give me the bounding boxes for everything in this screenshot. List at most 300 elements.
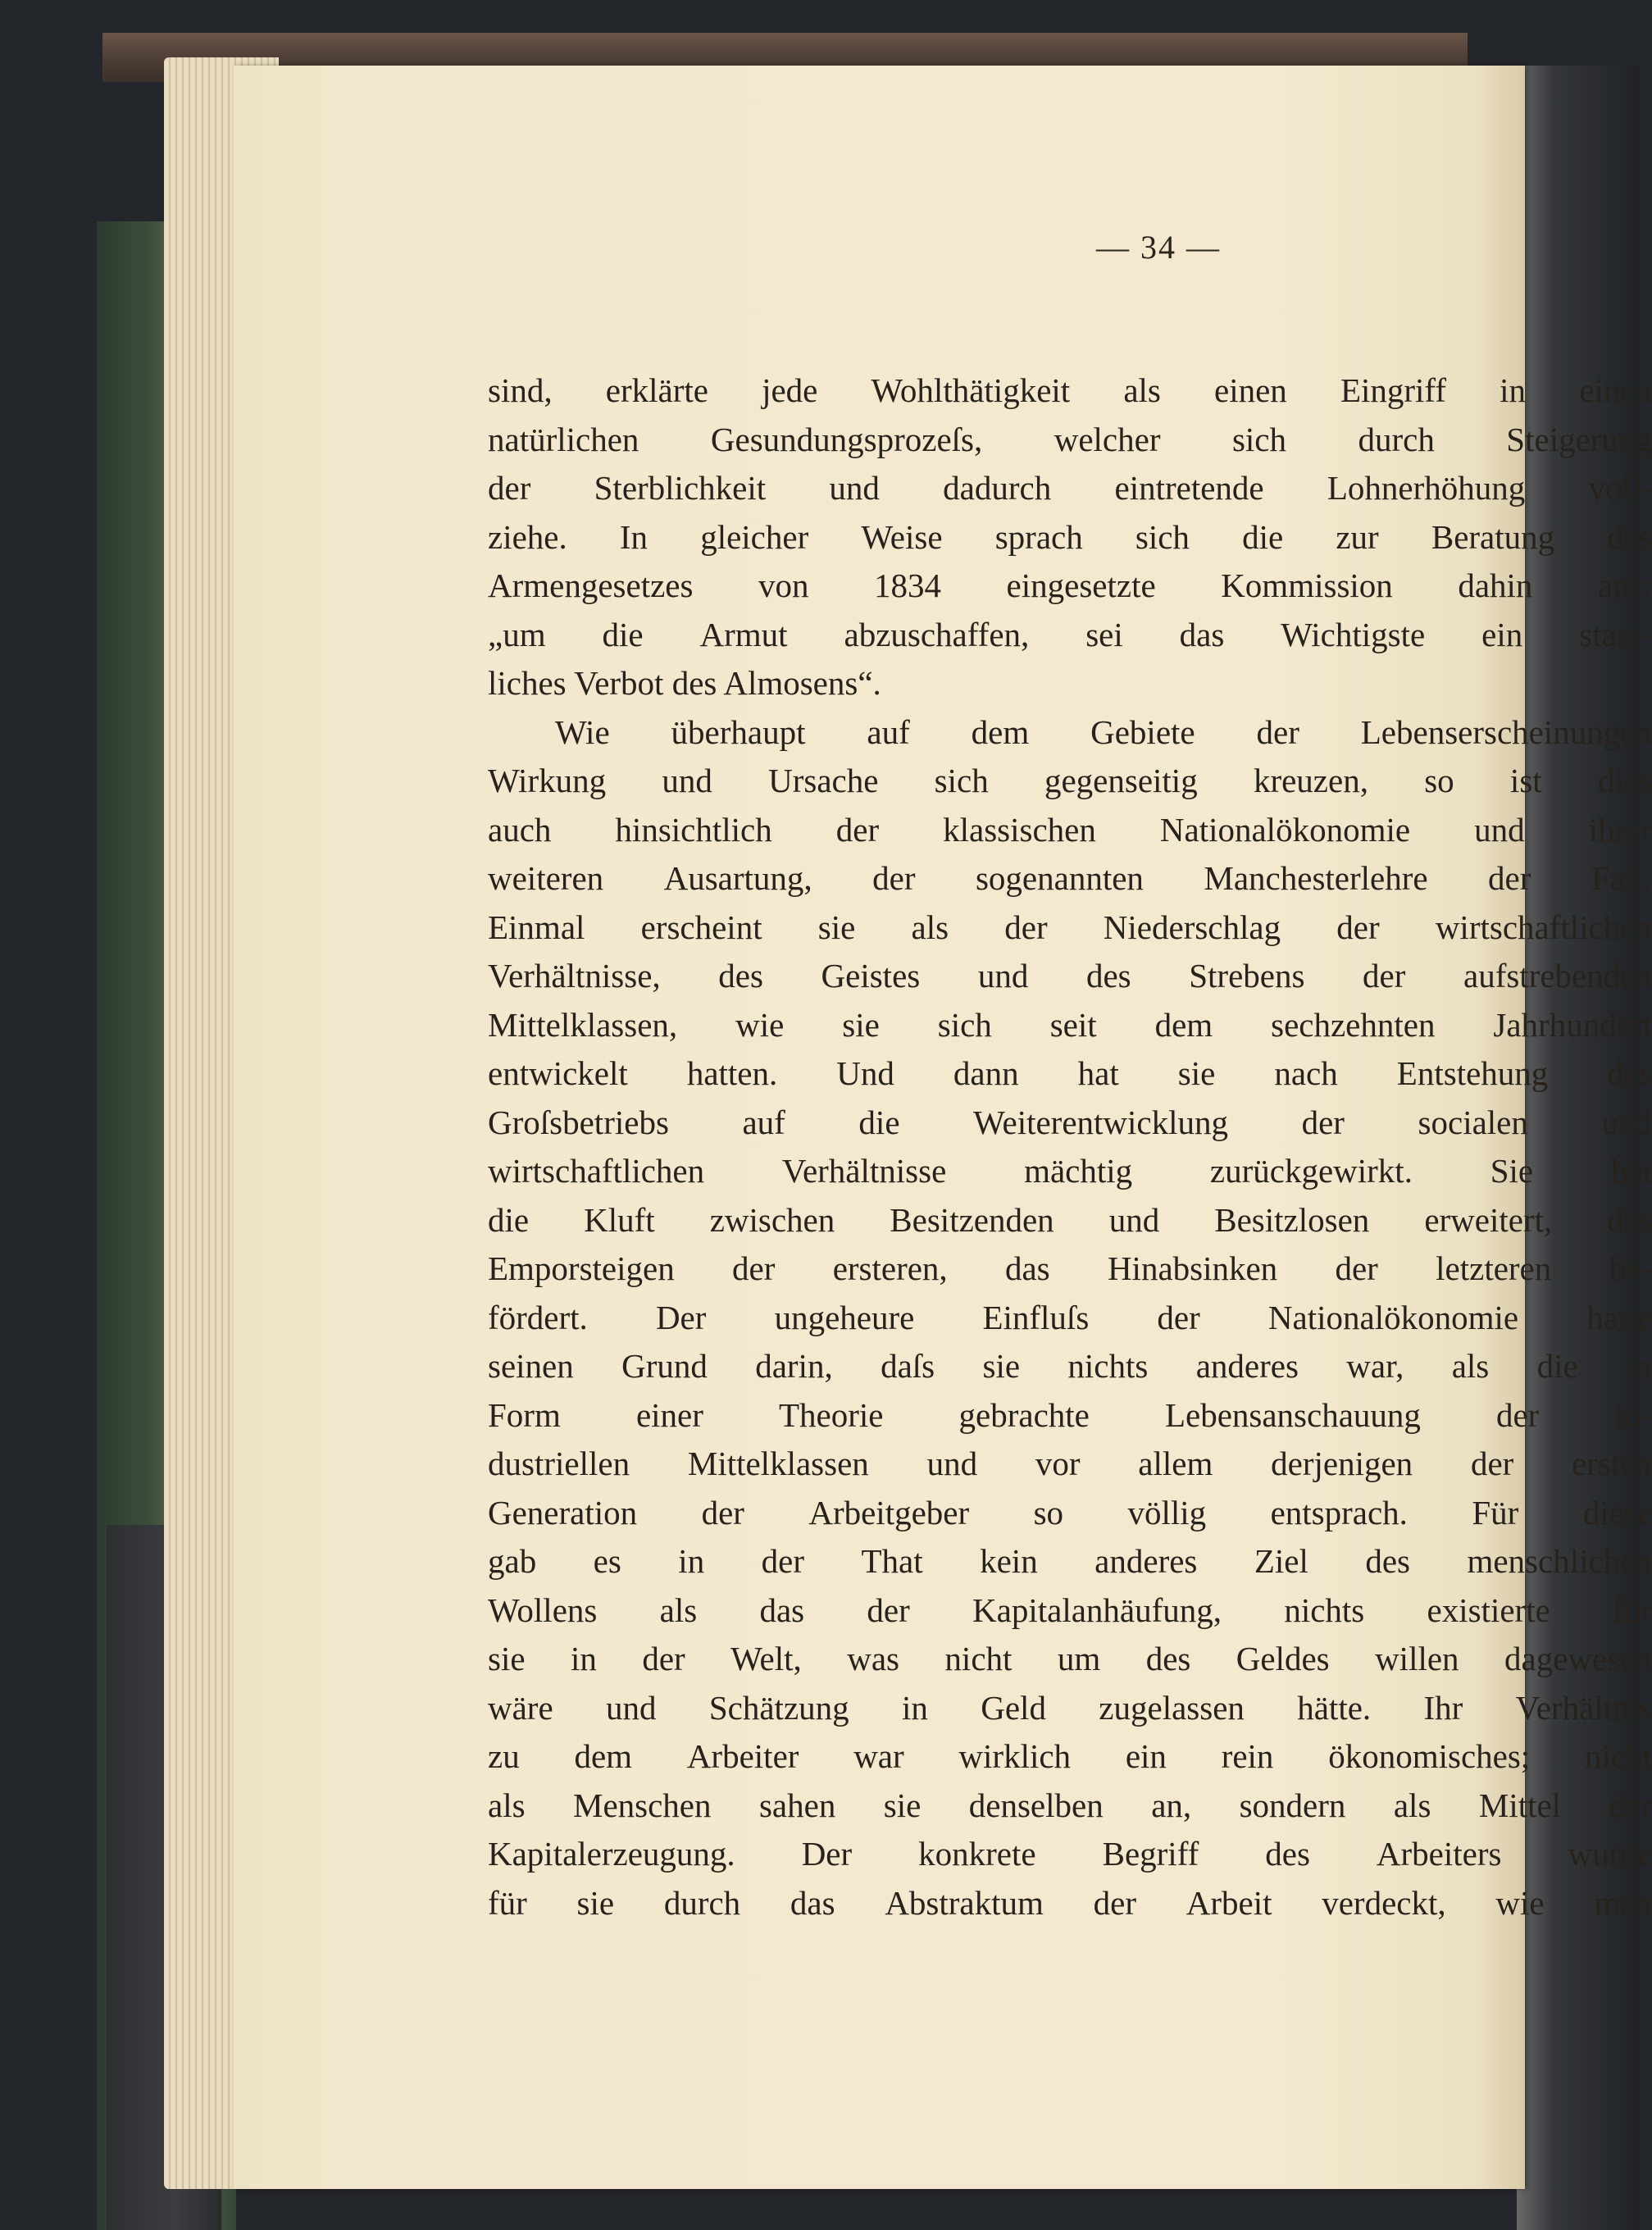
word: Geld — [981, 1688, 1046, 1727]
word: des — [1265, 1835, 1310, 1873]
text-line-words — [488, 1245, 1652, 1294]
word: Ziel — [1254, 1542, 1308, 1580]
word: Wichtigste — [1281, 615, 1426, 653]
text-line — [488, 1635, 1652, 1684]
word: Verhältnis — [1515, 1688, 1652, 1727]
text-line — [488, 1391, 1652, 1440]
word: in- — [1614, 1395, 1652, 1434]
word: Grund — [621, 1347, 708, 1385]
word: Groſsbetriebs — [488, 1103, 669, 1141]
word: einen — [1579, 371, 1652, 409]
word: dem — [971, 712, 1030, 751]
word: Arbeit — [1186, 1883, 1272, 1922]
text-line — [488, 1245, 1652, 1294]
word: in — [1500, 371, 1527, 409]
word: und — [606, 1688, 657, 1727]
word: überhaupt — [671, 712, 806, 751]
book-page — [234, 66, 1652, 2189]
word: welcher — [1054, 420, 1161, 458]
word: als — [659, 1591, 698, 1629]
word: völlig — [1127, 1493, 1207, 1531]
word: auch — [488, 810, 552, 849]
word: der — [1336, 908, 1380, 946]
word: Entstehung — [1396, 1054, 1549, 1092]
word: die — [602, 615, 644, 653]
word: durch — [663, 1883, 741, 1922]
word: abzuschaffen, — [844, 615, 1030, 653]
word: be- — [1609, 1249, 1652, 1287]
word: und — [1474, 810, 1525, 849]
word: gegenseitig — [1044, 762, 1198, 799]
word: Weiterentwicklung — [973, 1103, 1229, 1141]
word: allem — [1138, 1445, 1213, 1482]
word: Schätzung — [708, 1688, 849, 1727]
word: Verhältnisse, — [488, 957, 661, 994]
word: Armengesetzes — [488, 567, 694, 604]
word: ökonomisches; — [1328, 1737, 1531, 1775]
word: sich — [937, 1005, 992, 1044]
text-line-words — [488, 1342, 1652, 1391]
word: Strebens — [1189, 957, 1305, 994]
word: der — [1256, 712, 1299, 751]
text-line-words — [488, 1391, 1652, 1440]
word: und — [1108, 1200, 1160, 1239]
text-line — [488, 854, 1652, 903]
word: der — [701, 1493, 744, 1531]
word: existierte — [1427, 1591, 1550, 1629]
text-line-words — [488, 1196, 1652, 1245]
text-line-words — [488, 366, 1652, 416]
word: sei — [1085, 615, 1123, 653]
word: dann — [953, 1054, 1019, 1092]
word: die — [1242, 517, 1284, 556]
word: Weise — [861, 517, 943, 556]
text-line — [488, 611, 1652, 660]
body-text — [488, 366, 1652, 1927]
word: hatten. — [686, 1054, 778, 1092]
word: Eingriff — [1340, 371, 1446, 409]
word: der — [1004, 908, 1048, 946]
word: sie — [883, 1786, 922, 1824]
word: so — [1033, 1493, 1064, 1531]
word: Der — [655, 1298, 707, 1336]
word: in — [678, 1542, 705, 1580]
text-line — [488, 1294, 1652, 1343]
text-line-words — [488, 806, 1652, 855]
word: wirklich — [958, 1737, 1072, 1775]
word: sich — [1231, 420, 1286, 458]
word: Begriff — [1102, 1835, 1199, 1873]
word: Kapitalanhäufung, — [972, 1591, 1222, 1629]
text-line — [488, 903, 1652, 953]
word: willen — [1375, 1640, 1459, 1677]
word: entwickelt — [488, 1054, 628, 1092]
word: des — [1607, 517, 1652, 556]
word: der — [1301, 1103, 1345, 1141]
word: Wirkung — [488, 762, 607, 799]
word: Und — [836, 1054, 894, 1092]
word: nicht — [1584, 1737, 1652, 1775]
word: der — [1495, 1395, 1540, 1434]
word: erweitert, — [1424, 1200, 1553, 1239]
word: ein — [1481, 615, 1523, 653]
word: und — [662, 762, 712, 799]
word: zurückgewirkt. — [1209, 1152, 1413, 1190]
word: ersten — [1572, 1445, 1652, 1482]
word: anderes — [1195, 1347, 1299, 1385]
word: der — [867, 1591, 910, 1629]
word: sondern — [1239, 1786, 1346, 1824]
word: klassischen — [943, 810, 1096, 849]
word: sie — [817, 908, 856, 946]
word: so — [1424, 762, 1454, 799]
word: einen — [1214, 371, 1287, 409]
word: 1834 — [874, 567, 942, 604]
word: durch — [1358, 420, 1435, 458]
word: Emporsteigen — [488, 1249, 675, 1287]
word: sich — [1135, 517, 1190, 556]
word: der — [488, 469, 531, 507]
word: gab — [488, 1542, 537, 1580]
word: Mittelklassen, — [488, 1005, 678, 1044]
word: weiteren — [488, 859, 604, 897]
text-line — [488, 562, 1652, 611]
word: Sie — [1490, 1152, 1534, 1190]
text-line — [488, 1879, 1652, 1928]
word: hätte. — [1297, 1688, 1372, 1727]
word: ungeheure — [774, 1298, 915, 1336]
word: in — [1626, 1347, 1652, 1385]
word: kreuzen, — [1253, 762, 1368, 799]
word: Niederschlag — [1103, 908, 1281, 946]
word: wurde — [1568, 1835, 1652, 1873]
word: sogenannten — [975, 859, 1144, 897]
word: wie — [735, 1005, 785, 1044]
word: Wollens — [488, 1591, 598, 1629]
text-line — [488, 1586, 1652, 1636]
word: der — [1609, 1786, 1652, 1824]
text-line — [488, 1147, 1652, 1196]
word: dagewesen — [1504, 1640, 1652, 1677]
word: darin, — [755, 1347, 833, 1385]
word: man — [1594, 1883, 1652, 1922]
text-line-words — [488, 854, 1652, 903]
text-line — [488, 1732, 1652, 1782]
word: Beratung — [1431, 517, 1555, 556]
word: nach — [1274, 1054, 1338, 1092]
word: nichts — [1284, 1591, 1365, 1629]
word: Ursache — [768, 762, 879, 799]
word: der — [642, 1640, 685, 1677]
word: und — [977, 957, 1029, 994]
word: sprach — [994, 517, 1083, 556]
word: derjenigen — [1271, 1445, 1413, 1482]
word: Ihr — [1423, 1688, 1463, 1727]
word: das — [1179, 615, 1225, 653]
word: ein — [1125, 1737, 1167, 1775]
word: Lohnerhöhung — [1327, 469, 1526, 507]
word: was — [847, 1640, 899, 1677]
text-line-words — [488, 1489, 1652, 1538]
word: Nationalökonomie — [1159, 810, 1411, 849]
word: Arbeitgeber — [808, 1493, 970, 1531]
word: sie — [576, 1883, 615, 1922]
word: der — [1470, 1445, 1514, 1482]
word: Wohlthätigkeit — [871, 371, 1071, 409]
word: Kapitalerzeugung. — [488, 1835, 735, 1873]
word: der — [1488, 859, 1531, 897]
text-line — [488, 952, 1652, 1001]
word: wie — [1495, 1883, 1545, 1922]
word: seit — [1049, 1005, 1097, 1044]
text-line — [488, 1049, 1652, 1099]
word: Geldes — [1236, 1640, 1330, 1677]
text-line-words — [488, 1635, 1652, 1684]
word: menschlichen — [1467, 1542, 1652, 1580]
text-line-words — [488, 1147, 1652, 1196]
word: dies — [1597, 762, 1652, 799]
word: Einmal — [488, 908, 585, 946]
word: nichts — [1067, 1347, 1149, 1385]
text-line-words — [488, 1537, 1652, 1586]
word: Ausartung, — [663, 859, 812, 897]
word: sich — [934, 762, 989, 799]
text-line — [488, 1099, 1652, 1148]
word: Gebiete — [1090, 712, 1195, 751]
word: Arbeiters — [1376, 1835, 1502, 1873]
word: verdeckt, — [1322, 1883, 1446, 1922]
word: Abstraktum — [885, 1883, 1044, 1922]
word: Der — [801, 1835, 853, 1873]
word: Form — [488, 1395, 561, 1434]
text-line-words — [488, 464, 1652, 513]
word: das — [1004, 1249, 1050, 1287]
word: ihrer — [1588, 810, 1652, 849]
text-line — [488, 1537, 1652, 1586]
word: hat — [1077, 1054, 1119, 1092]
word: als — [1393, 1786, 1431, 1824]
word: sie — [982, 1347, 1021, 1385]
word: des — [718, 957, 763, 994]
word: aufstrebenden — [1463, 957, 1652, 994]
text-line-words — [488, 513, 1652, 562]
word: das — [759, 1591, 805, 1629]
word: Manchesterlehre — [1204, 859, 1428, 897]
word: voll- — [1588, 469, 1652, 507]
word: „um — [488, 615, 546, 653]
word: sie — [1177, 1054, 1216, 1092]
word: der — [761, 1542, 805, 1580]
word: hinsichtlich — [615, 810, 772, 849]
word: einer — [635, 1395, 703, 1434]
word: ist — [1509, 762, 1542, 799]
word: die — [858, 1103, 900, 1141]
text-line-words — [488, 1294, 1652, 1343]
word: gebrachte — [958, 1395, 1090, 1434]
word: staat- — [1579, 615, 1652, 653]
word: hatte — [1586, 1298, 1652, 1336]
word: auf — [867, 712, 910, 751]
text-line-words — [488, 1732, 1652, 1782]
word: des — [1145, 1640, 1191, 1677]
page-number-label: — 34 — — [1096, 229, 1221, 266]
word: es — [593, 1542, 621, 1580]
word: hat — [1610, 1152, 1652, 1190]
word: vor — [1035, 1445, 1081, 1482]
word: erscheint — [640, 908, 762, 946]
word: und — [829, 469, 880, 507]
word: für — [488, 1883, 527, 1922]
text-line-words — [488, 611, 1652, 660]
word: Generation — [488, 1493, 638, 1531]
word: dem — [1154, 1005, 1213, 1044]
word: der — [1335, 1249, 1378, 1287]
text-line — [488, 366, 1652, 416]
word: konkrete — [918, 1835, 1036, 1873]
text-line-words — [488, 1586, 1652, 1636]
word: mächtig — [1024, 1152, 1133, 1190]
word: Gesundungsprozeſs, — [710, 420, 983, 458]
text-line-words — [488, 952, 1652, 1001]
word: erklärte — [605, 371, 708, 409]
text-line — [488, 1489, 1652, 1538]
text-line-words — [488, 1001, 1652, 1050]
word: Steigerung — [1506, 420, 1652, 458]
word: für — [1613, 1591, 1652, 1629]
word: Einfluſs — [982, 1298, 1090, 1336]
word: kein — [980, 1542, 1038, 1580]
word: denselben — [968, 1786, 1104, 1824]
word: Besitzlosen — [1214, 1200, 1370, 1239]
word: das — [1607, 1200, 1652, 1239]
word: sechzehnten — [1271, 1005, 1436, 1044]
word: des — [1085, 957, 1131, 994]
word: entsprach. — [1270, 1493, 1408, 1531]
word: rein — [1221, 1737, 1274, 1775]
text-line — [488, 464, 1652, 513]
word: Lebensanschauung — [1164, 1395, 1421, 1434]
word: die — [1536, 1347, 1578, 1385]
text-line — [488, 1830, 1652, 1879]
text-line-words — [488, 903, 1652, 953]
word: dustriellen — [488, 1445, 630, 1482]
word: In — [619, 517, 649, 556]
word: sind, — [488, 371, 553, 409]
text-line — [488, 1684, 1652, 1733]
word: Sterblichkeit — [594, 469, 767, 507]
word: Mittelklassen — [687, 1445, 869, 1482]
word: Besitzenden — [890, 1200, 1054, 1239]
text-line — [488, 1001, 1652, 1050]
word: zwischen — [709, 1200, 835, 1239]
text-line — [488, 1782, 1652, 1831]
word: socialen — [1418, 1103, 1528, 1141]
word: Lebenserscheinungen — [1360, 712, 1652, 751]
word: Wie — [555, 712, 610, 751]
text-line-words — [488, 1440, 1652, 1489]
word: Nationalökonomie — [1267, 1298, 1519, 1336]
word: dahin — [1458, 567, 1533, 604]
word: der — [835, 810, 880, 849]
word: in — [902, 1688, 928, 1727]
word: zur — [1336, 517, 1379, 556]
word: zu — [488, 1737, 520, 1775]
word: gleicher — [700, 517, 809, 556]
text-line: liches Verbot des Almosens“. — [488, 664, 881, 702]
word: anderes — [1095, 1542, 1198, 1580]
text-line-words — [488, 416, 1652, 465]
word: nicht — [944, 1640, 1013, 1677]
text-line — [488, 513, 1652, 562]
word: Arbeiter — [686, 1737, 799, 1775]
text-line-words — [488, 1099, 1652, 1148]
word: dem — [574, 1737, 633, 1775]
word: sahen — [758, 1786, 836, 1824]
word: war, — [1346, 1347, 1404, 1385]
word: der — [872, 859, 916, 897]
text-line — [488, 757, 1652, 806]
word: als — [488, 1786, 526, 1824]
word: des — [1365, 1542, 1410, 1580]
word: der — [1093, 1883, 1136, 1922]
text-line-words — [488, 1830, 1652, 1879]
word: sie — [842, 1005, 880, 1044]
word: als — [1123, 371, 1161, 409]
word: und — [926, 1445, 978, 1482]
word: Geistes — [821, 957, 921, 994]
text-line-words — [488, 562, 1652, 611]
word: fördert. — [488, 1298, 588, 1336]
word: ziehe. — [488, 517, 567, 556]
word: die — [488, 1200, 530, 1239]
word: der — [1157, 1298, 1200, 1336]
word: Welt, — [730, 1640, 802, 1677]
text-line — [488, 806, 1652, 855]
word: von — [758, 567, 809, 604]
word: Kommission — [1221, 567, 1393, 604]
word: an, — [1151, 1786, 1192, 1824]
word: das — [790, 1883, 835, 1922]
word: der — [732, 1249, 776, 1287]
text-line — [488, 708, 1652, 758]
word: in — [570, 1640, 597, 1677]
word: und — [1601, 1103, 1652, 1141]
word: Mittel — [1478, 1786, 1562, 1824]
word: des — [1607, 1054, 1652, 1092]
text-line-words — [488, 1684, 1652, 1733]
word: Armut — [699, 615, 788, 653]
word: daſs — [881, 1347, 935, 1385]
text-line-words — [488, 1049, 1652, 1099]
word: Jahrhundert — [1493, 1005, 1652, 1044]
word: letzteren — [1436, 1249, 1552, 1287]
text-line — [488, 1196, 1652, 1245]
word: Fall. — [1591, 859, 1652, 897]
word: seinen — [488, 1347, 574, 1385]
word: Theorie — [778, 1395, 884, 1434]
word: diese — [1582, 1493, 1652, 1531]
word: wirtschaftlichen — [1435, 908, 1652, 946]
word: jede — [762, 371, 818, 409]
text-line — [488, 1342, 1652, 1391]
word: wäre — [488, 1688, 553, 1727]
text-line — [488, 1440, 1652, 1489]
text-line — [488, 416, 1652, 465]
word: sie — [488, 1640, 526, 1677]
word: war — [853, 1737, 904, 1775]
text-line-words — [488, 757, 1652, 806]
word: natürlichen — [488, 420, 639, 458]
